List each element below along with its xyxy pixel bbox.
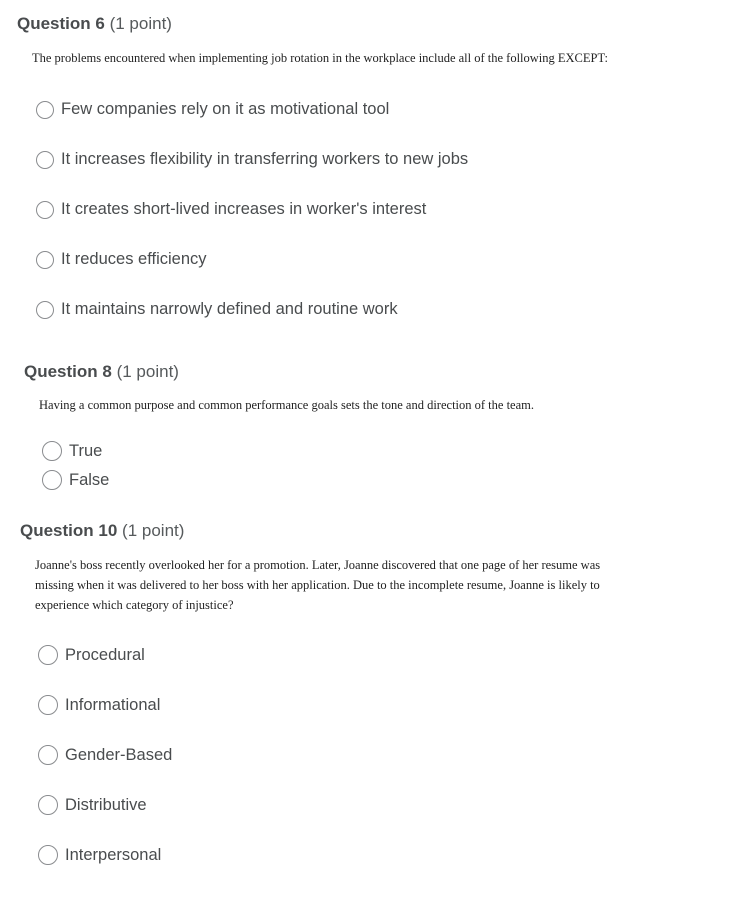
radio-button[interactable] <box>36 251 54 269</box>
question-10-option-4[interactable] <box>38 795 147 815</box>
radio-button[interactable] <box>36 151 54 169</box>
question-10-text-line-1: Joanne's boss recently overlooked her for a promotion. Later, Joanne discovered that one page of her resume was <box>35 558 601 572</box>
option-label: Gender-Based <box>65 745 173 764</box>
question-6-option-1[interactable] <box>36 100 389 119</box>
question-6-text: The problems encountered when implementing job rotation in the workplace include all of the following EXCEPT: <box>32 51 608 65</box>
radio-button[interactable] <box>38 845 58 865</box>
question-6-option-4[interactable] <box>36 250 207 269</box>
option-label: It maintains narrowly defined and routine work <box>61 300 398 318</box>
radio-button[interactable] <box>42 470 62 490</box>
question-8-option-false[interactable] <box>42 470 109 490</box>
option-label: It increases flexibility in transferring workers to new jobs <box>61 150 469 168</box>
option-label: It creates short-lived increases in worker's interest <box>61 200 427 218</box>
question-6-number: Question 6 <box>17 14 105 33</box>
question-10-number: Question 10 <box>20 521 118 540</box>
radio-button[interactable] <box>36 201 54 219</box>
question-8-text: Having a common purpose and common performance goals sets the tone and direction of the team. <box>39 398 534 412</box>
question-6-option-2[interactable] <box>36 150 468 169</box>
question-10-points: (1 point) <box>122 521 185 540</box>
question-8-title <box>24 362 179 382</box>
radio-button[interactable] <box>38 745 58 765</box>
radio-button[interactable] <box>42 441 62 461</box>
question-8-option-true[interactable] <box>42 441 102 461</box>
option-label: Distributive <box>65 795 147 814</box>
question-6-title <box>17 14 172 34</box>
option-label: Interpersonal <box>65 845 162 864</box>
radio-button[interactable] <box>36 101 54 119</box>
question-10-option-2[interactable] <box>38 695 160 715</box>
radio-button[interactable] <box>36 301 54 319</box>
question-6-points: (1 point) <box>109 14 172 33</box>
radio-button[interactable] <box>38 795 58 815</box>
option-label: True <box>69 441 103 460</box>
question-6-option-3[interactable] <box>36 200 426 219</box>
option-label: False <box>69 470 110 489</box>
option-label: Procedural <box>65 645 145 664</box>
question-10-text-line-3: experience which category of injustice? <box>35 598 234 612</box>
question-10-text <box>35 555 725 615</box>
radio-button[interactable] <box>38 695 58 715</box>
question-8-number: Question 8 <box>24 362 112 381</box>
question-10-option-1[interactable] <box>38 645 145 665</box>
question-10-text-line-2: missing when it was delivered to her boss with her application. Due to the incomplete resume, Joanne is likely to <box>35 578 600 592</box>
option-label: Informational <box>65 695 161 714</box>
option-label: Few companies rely on it as motivational tool <box>61 100 390 118</box>
question-10-option-5[interactable] <box>38 845 161 865</box>
radio-button[interactable] <box>38 645 58 665</box>
question-6-option-5[interactable] <box>36 300 398 319</box>
question-10-option-3[interactable] <box>38 745 172 765</box>
question-8-points: (1 point) <box>116 362 179 381</box>
question-10-title <box>20 521 184 541</box>
option-label: It reduces efficiency <box>61 250 207 268</box>
